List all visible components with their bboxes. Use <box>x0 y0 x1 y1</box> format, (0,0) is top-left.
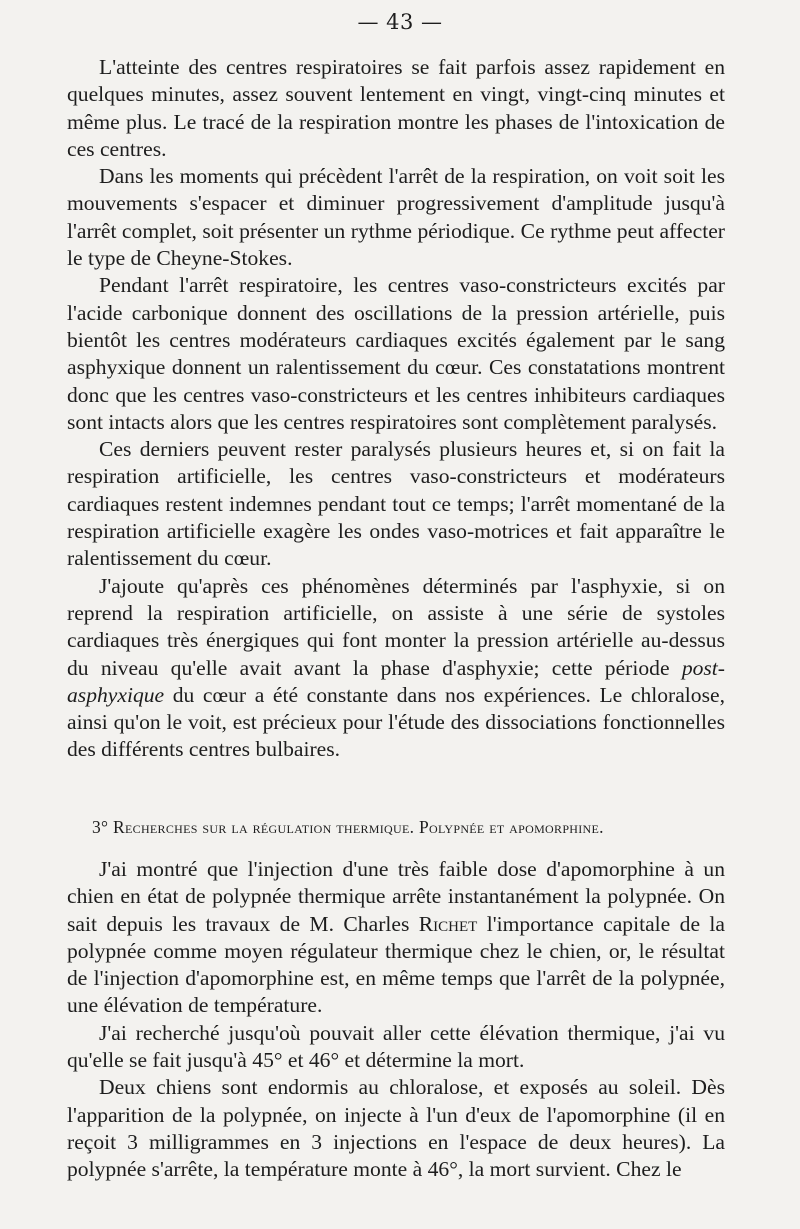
paragraph-3: Pendant l'arrêt respiratoire, les centres vaso-constricteurs excités par l'acide carbonique donnent des oscillations de la pression artérielle, puis bientôt les centres modérateurs cardiaques excités également par le sang asphyxique donnent un ralentissement du cœur. Ces constatations montrent donc que les centres vaso-constricteurs et les centres inhibiteurs cardiaques sont intacts alors que les centres respiratoires sont complètement paralysés. <box>67 273 725 434</box>
paragraph-1: L'atteinte des centres respiratoires se fait parfois assez rapidement en quelques minutes, assez souvent lentement en vingt, vingt-cinq minutes et même plus. Le tracé de la respiration montre les phases de l'intoxication de ces centres. <box>67 55 725 161</box>
paragraph-6-text-b: l'importance capitale de la polypnée comme moyen régulateur thermique chez le chien, or, le résultat de l'injection d'apomorphine est, en même temps que l'arrêt de la polypnée, une élévation de température. <box>67 911 725 1018</box>
section-title: Recherches sur la régulation thermique. Polypnée et apomorphine. <box>113 817 604 837</box>
body-text-top <box>67 54 725 764</box>
paragraph-5-text-a: J'ajoute qu'après ces phénomènes déterminés par l'asphyxie, si on reprend la respiration artificielle, on assiste à une série de systoles cardiaques très énergiques qui font monter la pression artérielle au-dessus du niveau qu'elle avait avant la phase d'asphyxie; cette période <box>67 573 725 680</box>
paragraph-6-text-a: J'ai montré que l'injection d'une très faible dose d'apomorphine à un chien en état de polypnée thermique arrête instantanément la polypnée. On sait depuis les travaux de M. Charles <box>67 857 725 936</box>
section-number: 3° <box>92 817 109 837</box>
paragraph-2: Dans les moments qui précèdent l'arrêt de la respiration, on voit soit les mouvements s'espacer et diminuer progressivement d'amplitude jusqu'à l'arrêt complet, soit présenter un rythme périodique. Ce rythme peut affecter le type de Cheyne-Stokes. <box>67 164 725 271</box>
author-name-richet: Richet <box>418 911 478 936</box>
page-number: — 43 — <box>357 10 443 34</box>
paragraph-5 <box>67 573 725 764</box>
paragraph-7: J'ai recherché jusqu'où pouvait aller cette élévation thermique, j'ai vu qu'elle se fait jusqu'à 45° et 46° et détermine la mort. <box>67 1020 725 1073</box>
paragraph-4: Ces derniers peuvent rester paralysés plusieurs heures et, si on fait la respiration artificielle, les centres vaso-constricteurs et modérateurs cardiaques restent indemnes pendant tout ce temps; l'arrêt momentané de la respiration artificielle exagère les ondes vaso-motrices et fait apparaître le ralentissement du cœur. <box>67 437 725 571</box>
paragraph-6 <box>67 856 725 1020</box>
section-heading <box>92 817 732 838</box>
paragraph-8: Deux chiens sont endormis au chloralose, et exposés au soleil. Dès l'apparition de la polypnée, on injecte à l'un d'eux de l'apomorphine (il en reçoit 3 milligrammes en 3 injections en l'espace de deux heures). La polypnée s'arrête, la température monte à 46°, la mort survient. Chez le <box>67 1075 725 1182</box>
body-text-bottom <box>67 856 725 1184</box>
paragraph-5-text-b: du cœur a été constante dans nos expériences. Le chloralose, ainsi qu'on le voit, est précieux pour l'étude des dissociations fonctionnelles des différents centres bulbaires. <box>67 682 725 762</box>
paragraph-5-italic-term: post-asphyxique <box>67 655 725 707</box>
